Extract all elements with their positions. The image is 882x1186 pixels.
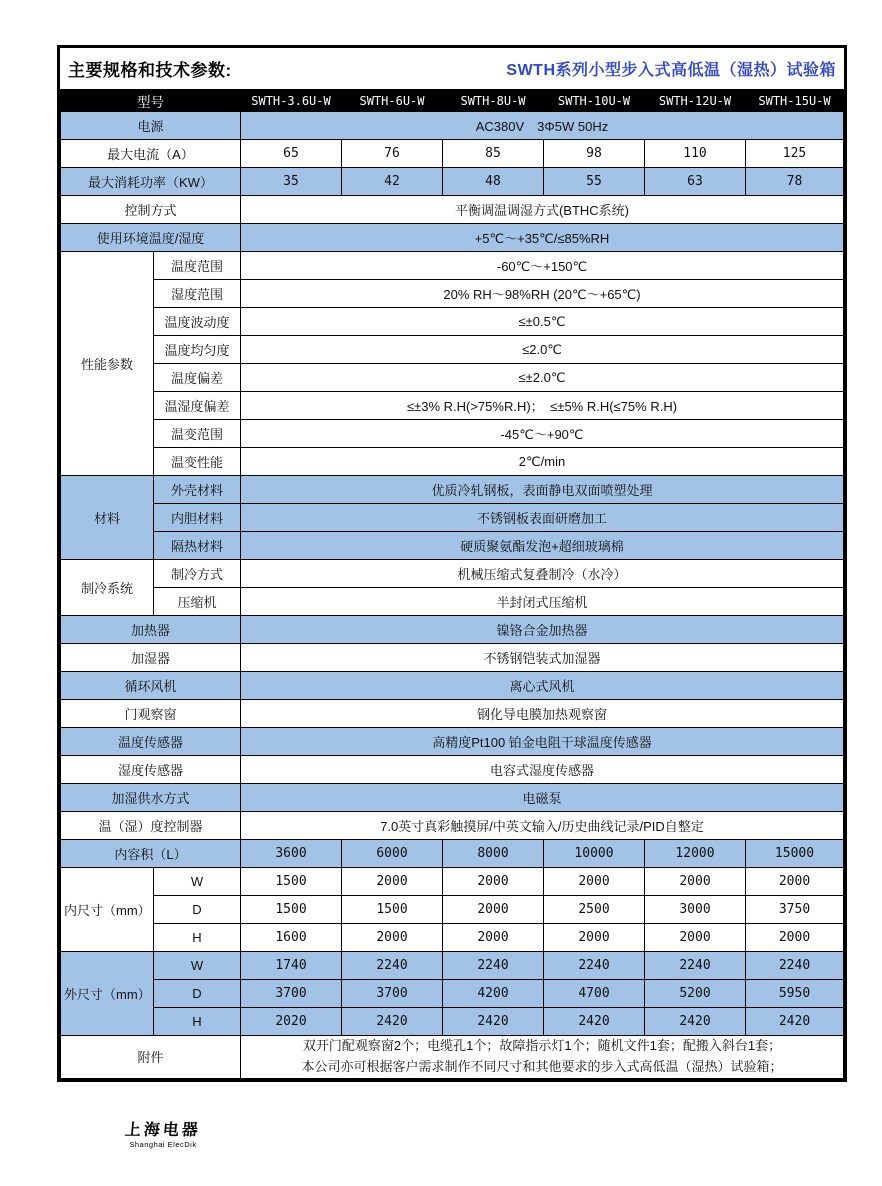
- row-value: ≤±0.5℃: [241, 308, 844, 336]
- row-value: 电磁泵: [241, 784, 844, 812]
- value-cell: 1500: [342, 896, 443, 924]
- value-cell: 78: [746, 168, 844, 196]
- row-value: 机械压缩式复叠制冷（水冷）: [241, 560, 844, 588]
- row-value: 优质冷轧钢板，表面静电双面喷塑处理: [241, 476, 844, 504]
- value-cell: 2000: [443, 924, 544, 952]
- inner-size-row: [61, 896, 844, 924]
- row-value: 硬质聚氨酯发泡+超细玻璃棉: [241, 532, 844, 560]
- row-label: 加湿器: [61, 644, 241, 672]
- model-row-label: 型号: [61, 90, 241, 112]
- outer-size-row: [61, 1008, 844, 1036]
- value-cell: 125: [746, 140, 844, 168]
- value-cell: 2420: [443, 1008, 544, 1036]
- row-value: 钢化导电膜加热观察窗: [241, 700, 844, 728]
- sub-label: 压缩机: [154, 588, 241, 616]
- value-cell: 10000: [544, 840, 645, 868]
- value-cell: 2000: [544, 924, 645, 952]
- row-label: 温（湿）度控制器: [61, 812, 241, 840]
- sheet-titlebar: [60, 48, 844, 89]
- materials-row: [61, 476, 844, 504]
- water-supply-row: [61, 784, 844, 812]
- value-cell: 4700: [544, 980, 645, 1008]
- refrigeration-row: [61, 588, 844, 616]
- value-cell: 2000: [645, 924, 746, 952]
- power-row: [61, 112, 844, 140]
- model-cell: SWTH-3.6U-W: [241, 90, 342, 112]
- value-cell: 35: [241, 168, 342, 196]
- row-label: 内容积（L）: [61, 840, 241, 868]
- value-cell: 85: [443, 140, 544, 168]
- row-label: 循环风机: [61, 672, 241, 700]
- row-label: 加湿供水方式: [61, 784, 241, 812]
- row-value: 不锈钢铠装式加湿器: [241, 644, 844, 672]
- row-value: 离心式风机: [241, 672, 844, 700]
- value-cell: 2000: [645, 868, 746, 896]
- row-value: -45℃～+90℃: [241, 420, 844, 448]
- value-cell: 2240: [342, 952, 443, 980]
- row-label: 湿度传感器: [61, 756, 241, 784]
- row-value: 2℃/min: [241, 448, 844, 476]
- max-power-row: [61, 168, 844, 196]
- model-cell: SWTH-6U-W: [342, 90, 443, 112]
- inner-size-row: [61, 924, 844, 952]
- row-label: 最大电流（A）: [61, 140, 241, 168]
- row-label: 最大消耗功率（KW）: [61, 168, 241, 196]
- row-value: 20% RH～98%RH (20℃～+65℃): [241, 280, 844, 308]
- model-cell: SWTH-15U-W: [746, 90, 844, 112]
- value-cell: 2000: [443, 896, 544, 924]
- value-cell: 3750: [746, 896, 844, 924]
- value-cell: 2000: [342, 868, 443, 896]
- section-label: 制冷系统: [61, 560, 154, 616]
- value-cell: 2240: [544, 952, 645, 980]
- value-cell: 5200: [645, 980, 746, 1008]
- value-cell: 2420: [342, 1008, 443, 1036]
- materials-row: [61, 532, 844, 560]
- control-mode-row: [61, 196, 844, 224]
- value-cell: 8000: [443, 840, 544, 868]
- performance-row: [61, 252, 844, 280]
- dim-label: H: [154, 1008, 241, 1036]
- sub-label: 制冷方式: [154, 560, 241, 588]
- controller-row: [61, 812, 844, 840]
- window-row: [61, 700, 844, 728]
- sub-label: 温度均匀度: [154, 336, 241, 364]
- spec-table: [60, 89, 844, 1079]
- sub-label: 温变性能: [154, 448, 241, 476]
- sheet-title: 主要规格和技术参数:: [68, 61, 232, 80]
- sub-label: 温湿度偏差: [154, 392, 241, 420]
- product-series-title: SWTH系列小型步入式高低温（湿热）试验箱: [506, 62, 836, 79]
- row-label: 门观察窗: [61, 700, 241, 728]
- value-cell: 76: [342, 140, 443, 168]
- accessories-text: [241, 1036, 844, 1079]
- value-cell: 65: [241, 140, 342, 168]
- row-label: 电源: [61, 112, 241, 140]
- sub-label: 温度偏差: [154, 364, 241, 392]
- value-cell: 2000: [746, 924, 844, 952]
- company-logo-chinese: 上海电器: [124, 1120, 202, 1139]
- section-label: 性能参数: [61, 252, 154, 476]
- value-cell: 2240: [443, 952, 544, 980]
- model-cell: SWTH-12U-W: [645, 90, 746, 112]
- spec-sheet: [57, 45, 847, 1082]
- temp-sensor-row: [61, 728, 844, 756]
- humidity-sensor-row: [61, 756, 844, 784]
- outer-size-row: [61, 952, 844, 980]
- row-label: 温度传感器: [61, 728, 241, 756]
- row-label: 加热器: [61, 616, 241, 644]
- row-value: 电容式湿度传感器: [241, 756, 844, 784]
- value-cell: 98: [544, 140, 645, 168]
- row-label: 控制方式: [61, 196, 241, 224]
- accessories-line-2: 本公司亦可根据客户需求制作不同尺寸和其他要求的步入式高低温（湿热）试验箱；: [301, 1058, 783, 1074]
- sub-label: 内胆材料: [154, 504, 241, 532]
- materials-row: [61, 504, 844, 532]
- dim-label: H: [154, 924, 241, 952]
- value-cell: 3000: [645, 896, 746, 924]
- value-cell: 1500: [241, 868, 342, 896]
- value-cell: 48: [443, 168, 544, 196]
- company-logo: [103, 1117, 223, 1149]
- fan-row: [61, 672, 844, 700]
- sub-label: 温度波动度: [154, 308, 241, 336]
- row-value: ≤±2.0℃: [241, 364, 844, 392]
- value-cell: 12000: [645, 840, 746, 868]
- dim-label: D: [154, 896, 241, 924]
- row-value: 7.0英寸真彩触摸屏/中英文输入/历史曲线记录/PID自整定: [241, 812, 844, 840]
- section-label: 材料: [61, 476, 154, 560]
- section-label: 内尺寸（mm）: [61, 868, 154, 952]
- inner-size-row: [61, 868, 844, 896]
- section-label: 外尺寸（mm）: [61, 952, 154, 1036]
- row-label: 附件: [61, 1036, 241, 1079]
- value-cell: 1740: [241, 952, 342, 980]
- model-header-row: [61, 90, 844, 112]
- volume-row: [61, 840, 844, 868]
- sub-label: 温度范围: [154, 252, 241, 280]
- row-value: +5℃～+35℃/≤85%RH: [241, 224, 844, 252]
- value-cell: 2420: [746, 1008, 844, 1036]
- dim-label: W: [154, 868, 241, 896]
- value-cell: 3600: [241, 840, 342, 868]
- value-cell: 3700: [342, 980, 443, 1008]
- value-cell: 1600: [241, 924, 342, 952]
- performance-row: [61, 280, 844, 308]
- outer-size-row: [61, 980, 844, 1008]
- performance-row: [61, 420, 844, 448]
- max-current-row: [61, 140, 844, 168]
- value-cell: 55: [544, 168, 645, 196]
- row-value: AC380V 3Φ5W 50Hz: [241, 112, 844, 140]
- value-cell: 2000: [342, 924, 443, 952]
- row-value: ≤2.0℃: [241, 336, 844, 364]
- performance-row: [61, 364, 844, 392]
- value-cell: 2020: [241, 1008, 342, 1036]
- row-label: 使用环境温度/湿度: [61, 224, 241, 252]
- value-cell: 110: [645, 140, 746, 168]
- performance-row: [61, 336, 844, 364]
- accessories-row: [61, 1036, 844, 1079]
- refrigeration-row: [61, 560, 844, 588]
- sub-label: 外壳材料: [154, 476, 241, 504]
- row-value: 不锈钢板表面研磨加工: [241, 504, 844, 532]
- value-cell: 2000: [746, 868, 844, 896]
- row-value: ≤±3% R.H(>75%R.H)； ≤±5% R.H(≤75% R.H): [241, 392, 844, 420]
- value-cell: 2420: [544, 1008, 645, 1036]
- heater-row: [61, 616, 844, 644]
- value-cell: 2500: [544, 896, 645, 924]
- performance-row: [61, 392, 844, 420]
- ambient-row: [61, 224, 844, 252]
- row-value: 高精度Pt100 铂金电阻干球温度传感器: [241, 728, 844, 756]
- value-cell: 2420: [645, 1008, 746, 1036]
- value-cell: 4200: [443, 980, 544, 1008]
- performance-row: [61, 448, 844, 476]
- accessories-line-1: 双开门配观察窗2个；电缆孔1个；故障指示灯1个；随机文件1套；配搬入斜台1套；: [302, 1038, 782, 1053]
- performance-row: [61, 308, 844, 336]
- humidifier-row: [61, 644, 844, 672]
- sub-label: 温变范围: [154, 420, 241, 448]
- value-cell: 2000: [544, 868, 645, 896]
- row-value: 平衡调温调湿方式(BTHC系统): [241, 196, 844, 224]
- value-cell: 15000: [746, 840, 844, 868]
- value-cell: 2000: [443, 868, 544, 896]
- value-cell: 6000: [342, 840, 443, 868]
- sub-label: 隔热材料: [154, 532, 241, 560]
- model-cell: SWTH-8U-W: [443, 90, 544, 112]
- value-cell: 2240: [746, 952, 844, 980]
- model-cell: SWTH-10U-W: [544, 90, 645, 112]
- dim-label: D: [154, 980, 241, 1008]
- value-cell: 2240: [645, 952, 746, 980]
- value-cell: 1500: [241, 896, 342, 924]
- value-cell: 42: [342, 168, 443, 196]
- row-value: -60℃～+150℃: [241, 252, 844, 280]
- row-value: 半封闭式压缩机: [241, 588, 844, 616]
- row-value: 镍铬合金加热器: [241, 616, 844, 644]
- dim-label: W: [154, 952, 241, 980]
- sub-label: 湿度范围: [154, 280, 241, 308]
- value-cell: 63: [645, 168, 746, 196]
- value-cell: 3700: [241, 980, 342, 1008]
- value-cell: 5950: [746, 980, 844, 1008]
- company-logo-english: Shanghai ElecDik: [129, 1140, 197, 1149]
